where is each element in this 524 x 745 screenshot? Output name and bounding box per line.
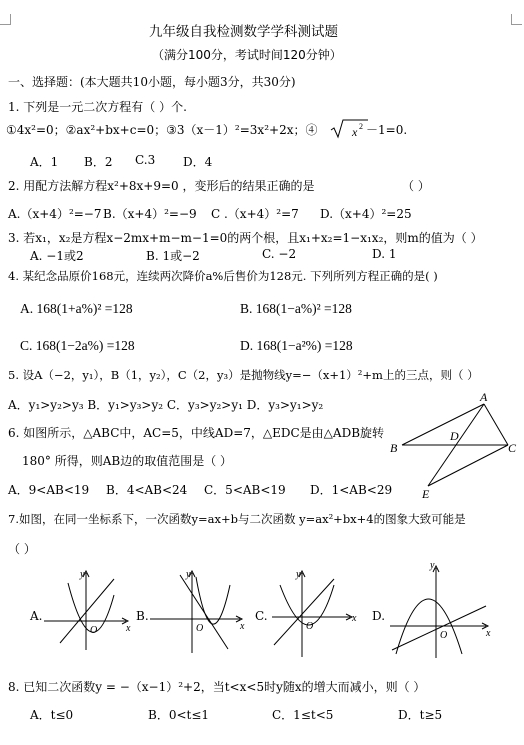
q4-option-c: C. 168(1−2a%) =128	[20, 338, 135, 353]
svg-text:x: x	[486, 628, 491, 639]
q1-option-b: B．2	[84, 155, 113, 169]
q6-stem-line1: 6. 如图所示，△ABC中，AC=5，中线AD=7，△EDC是由△ADB旋转	[8, 426, 385, 440]
q3-option-c: C. −2	[262, 247, 297, 261]
svg-text:O: O	[90, 625, 98, 636]
q1-eq4-prefix: ④	[305, 123, 318, 137]
q1-eq1: ①4x²=0；	[6, 123, 66, 137]
q2-option-d: D.（x+4）²=25	[320, 207, 412, 221]
q1-option-d: D．4	[183, 155, 213, 169]
q4-stem: 4. 某纪念品原价168元，连续两次降价a%后售价为128元. 下列所列方程正确的是( )	[8, 269, 438, 283]
crop-mark-top-right	[511, 14, 522, 25]
q7-graph-a-label: A.	[30, 609, 43, 623]
q7-graph-a	[42, 565, 132, 655]
q2-option-c: C .（x+4）²=7	[211, 207, 299, 221]
q7-graph-b-label: B.	[136, 609, 149, 623]
q7-graph-c-label: C.	[255, 609, 268, 623]
q7-graph-b	[148, 565, 248, 655]
q6-label-a: A	[480, 390, 488, 404]
q4-option-d: D. 168(1−a²%) =128	[240, 338, 353, 353]
q6-label-b: B	[390, 441, 398, 455]
q4-option-b: B. 168(1−a%)² =128	[240, 301, 352, 316]
q5-stem: 5. 设A（−2，y₁），B（1，y₂），C（2，y₃）是抛物线y=−（x+1）²+m上的三点，则（ ）	[8, 368, 479, 382]
section-heading: 一、选择题：(本大题共10小题，每小题3分，共30分)	[8, 75, 296, 89]
page-subtitle: （满分100分，考试时间120分钟）	[152, 48, 342, 62]
q2-option-a: A.（x+4）²=−7	[8, 207, 102, 221]
q1-option-c: C.3	[135, 153, 156, 167]
q8-stem: 8. 已知二次函数y = −（x−1）²+2，当t<x<5时y随x的增大而减小，则（ ）	[8, 680, 426, 694]
q8-option-a: A．t≤0	[30, 708, 74, 722]
q1-option-a: A．1	[30, 155, 59, 169]
q7-graph-c	[268, 565, 368, 660]
q6-label-d: D	[450, 429, 459, 443]
q5-options: A．y₁>y₂>y₃ B．y₁>y₃>y₂ C．y₃>y₂>y₁ D．y₃>y₁>y₂	[8, 398, 324, 412]
q3-option-d: D. 1	[372, 247, 397, 261]
q4-option-a: A. 168(1+a%)² =128	[20, 301, 133, 316]
q7-graph-d	[386, 558, 496, 663]
svg-text:x: x	[126, 623, 131, 634]
q6-option-b: B．4<AB<24	[106, 483, 188, 497]
q6-stem-line2: 180° 所得，则AB边的取值范围是（ ）	[22, 454, 233, 468]
q6-option-a: A．9<AB<19	[8, 483, 90, 497]
svg-text:y: y	[80, 569, 85, 580]
svg-text:O: O	[306, 621, 314, 632]
q3-option-a: A. −1或2	[30, 249, 84, 263]
q6-option-c: C．5<AB<19	[204, 483, 286, 497]
q1-equations	[6, 121, 318, 138]
crop-mark-top-left	[0, 14, 11, 25]
svg-text:O: O	[196, 623, 204, 634]
q7-stem-line2: （ ）	[8, 542, 36, 556]
svg-text:x: x	[240, 621, 245, 632]
q3-option-b: B. 1或−2	[146, 249, 200, 263]
q3-stem: 3. 若x₁，x₂是方程x−2mx+m−m−1=0的两个根，且x₁+x₂=1−x₁x₂，则m的值为（ ）	[8, 231, 483, 245]
q6-label-e: E	[422, 487, 430, 501]
q6-label-c: C	[508, 441, 517, 455]
page-title: 九年级自我检测数学学科测试题	[149, 24, 338, 40]
svg-text:y: y	[186, 569, 191, 580]
svg-text:y: y	[430, 560, 435, 571]
q1-eq2: ②ax²+bx+c=0；	[65, 123, 167, 137]
q6-triangle-diagram	[390, 390, 520, 500]
q8-option-d: D．t≥5	[398, 708, 443, 722]
svg-text:y: y	[296, 569, 301, 580]
svg-text:O: O	[440, 630, 448, 641]
svg-text:2: 2	[359, 122, 363, 131]
q6-option-d: D．1<AB<29	[310, 483, 393, 497]
q8-option-c: C．1≤t<5	[272, 708, 334, 722]
q8-option-b: B．0<t≤1	[148, 708, 210, 722]
q1-stem: 1. 下列是一元二次方程有（ ）个.	[8, 100, 187, 114]
q2-option-b: B.（x+4）²=−9	[103, 207, 197, 221]
q1-eq4-suffix: －1=0.	[366, 123, 408, 137]
q2-blank: （ ）	[402, 179, 430, 193]
q1-eq3: ③3（x－1）²=3x²+2x；	[166, 123, 306, 137]
q7-graph-d-label: D.	[372, 609, 386, 623]
q7-stem-line1: 7.如图，在同一坐标系下，一次函数y=ax+b与二次函数 y=ax²+bx+4的图象大致可能是	[8, 512, 466, 526]
q1-sqrt-sign	[330, 118, 370, 140]
q1-radicand: x	[352, 125, 358, 139]
svg-text:x: x	[352, 613, 357, 624]
q2-stem: 2. 用配方法解方程x²+8x+9=0 ，变形后的结果正确的是	[8, 179, 315, 193]
